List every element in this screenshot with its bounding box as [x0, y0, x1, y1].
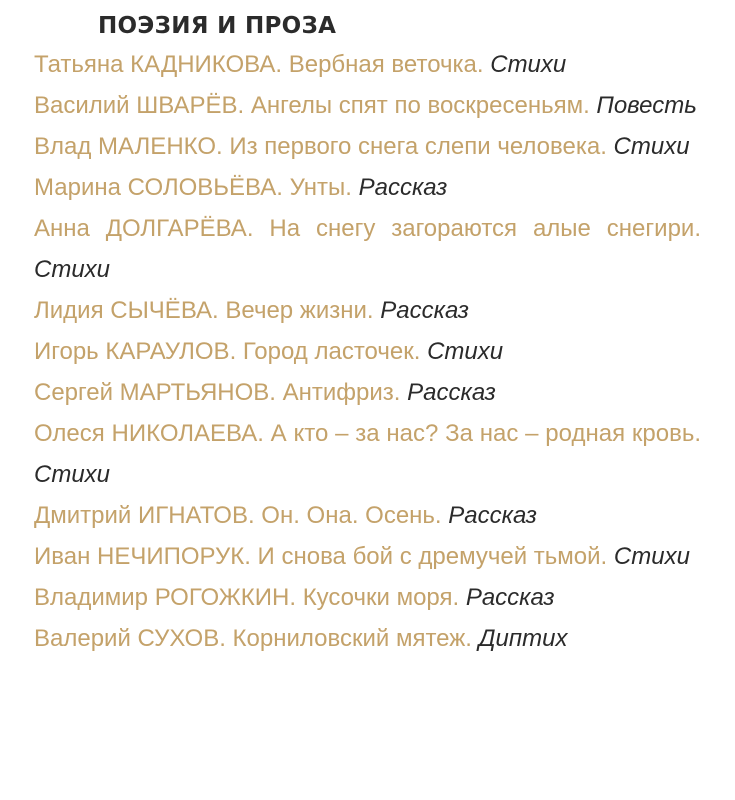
contents-entry[interactable] [34, 577, 701, 618]
entry-genre: Стихи [34, 461, 111, 488]
entry-genre: Рассказ [407, 379, 496, 406]
contents-entry[interactable] [34, 618, 701, 659]
entry-text: Анна ДОЛГАРЁВА. На снегу загораются алые снегири. [34, 215, 701, 242]
section-heading: ПОЭЗИЯ И ПРОЗА [98, 13, 337, 39]
entry-text: Дмитрий ИГНАТОВ. Он. Она. Осень. [34, 502, 442, 529]
entry-text: Олеся НИКОЛАЕВА. А кто – за нас? За нас – родная кровь. [34, 420, 701, 447]
entry-text: Марина СОЛОВЬЁВА. Унты. [34, 174, 352, 201]
entry-text: Иван НЕЧИПОРУК. И снова бой с дремучей тьмой. [34, 543, 608, 570]
entry-text: Лидия СЫЧЁВА. Вечер жизни. [34, 297, 374, 324]
entry-genre: Стихи [490, 51, 567, 78]
contents-entry[interactable] [34, 290, 701, 331]
entry-genre: Рассказ [448, 502, 537, 529]
contents-list [34, 44, 701, 659]
entry-text: Владимир РОГОЖКИН. Кусочки моря. [34, 584, 460, 611]
contents-entry[interactable] [34, 372, 701, 413]
entry-text: Василий ШВАРЁВ. Ангелы спят по воскресеньям. [34, 92, 590, 119]
contents-entry[interactable] [34, 44, 701, 85]
entry-text: Валерий СУХОВ. Корниловский мятеж. [34, 625, 472, 652]
contents-entry[interactable] [34, 495, 701, 536]
entry-genre: Повесть [596, 92, 697, 119]
entry-text: Сергей МАРТЬЯНОВ. Антифриз. [34, 379, 401, 406]
contents-entry[interactable] [34, 126, 701, 167]
entry-genre: Стихи [34, 256, 111, 283]
entry-text: Влад МАЛЕНКО. Из первого снега слепи человека. [34, 133, 607, 160]
entry-genre: Рассказ [465, 584, 555, 611]
contents-entry[interactable] [34, 413, 701, 495]
entry-genre: Стихи [613, 133, 690, 160]
entry-genre: Рассказ [358, 174, 448, 201]
contents-entry[interactable] [34, 85, 701, 126]
entry-genre: Диптих [478, 625, 568, 652]
entry-genre: Стихи [427, 338, 504, 365]
contents-entry[interactable] [34, 167, 701, 208]
contents-entry[interactable] [34, 536, 701, 577]
entry-genre: Рассказ [380, 297, 469, 324]
entry-genre: Стихи [613, 543, 690, 570]
entry-text: Игорь КАРАУЛОВ. Город ласточек. [34, 338, 421, 365]
entry-text: Татьяна КАДНИКОВА. Вербная веточка. [34, 51, 484, 78]
contents-entry[interactable] [34, 208, 701, 290]
contents-entry[interactable] [34, 331, 701, 372]
